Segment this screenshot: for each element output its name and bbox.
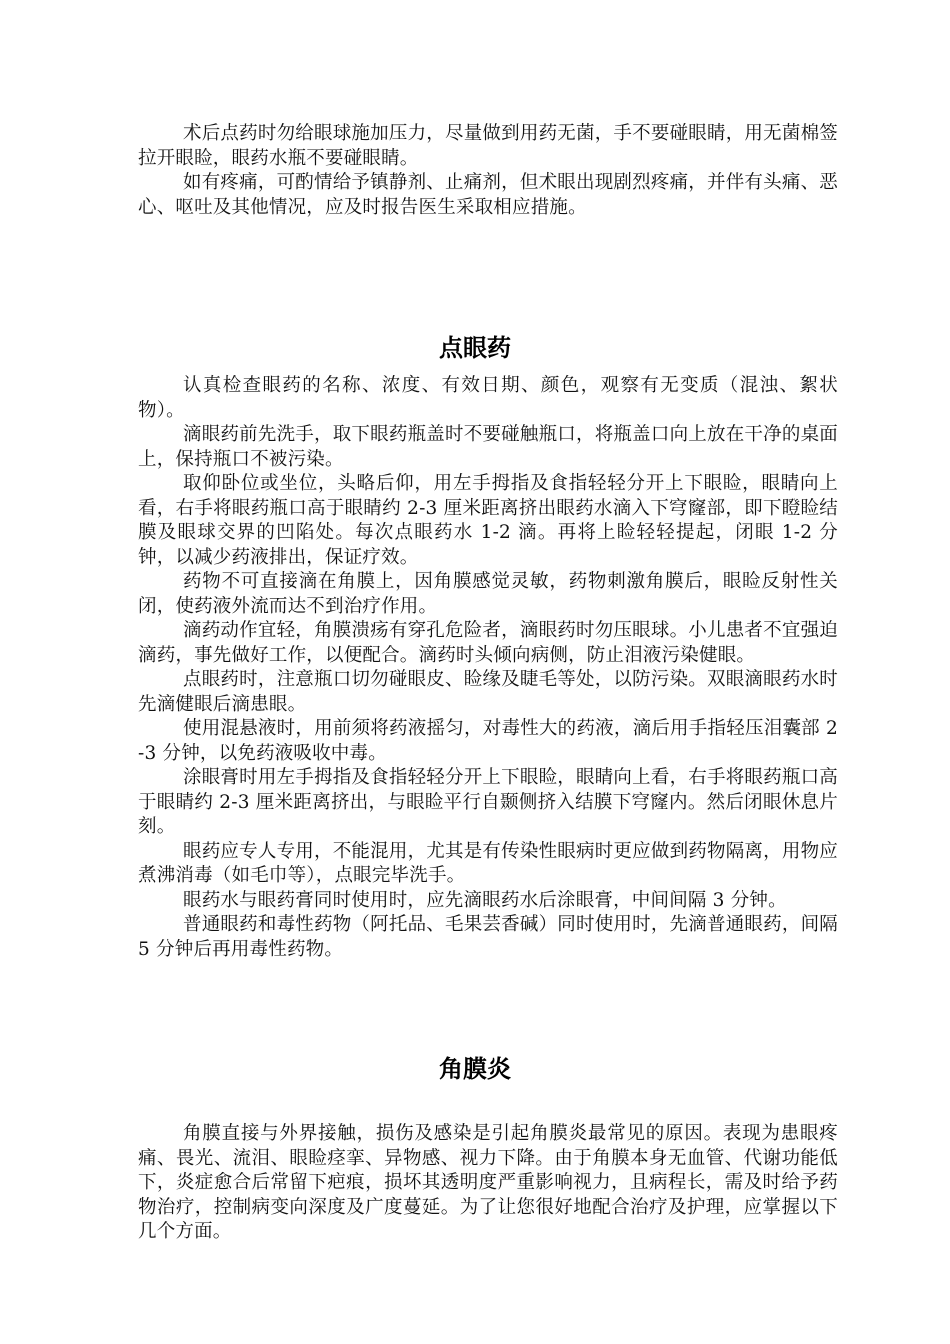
section-heading-eye-drops: 点眼药 (439, 334, 511, 362)
paragraph: 角膜直接与外界接触，损伤及感染是引起角膜炎最常见的原因。表现为患眼疼痛、畏光、流泪、眼睑痉挛、异物感、视力下降。由于角膜本身无血管、代谢功能低下，炎症愈合后常留下疤痕，损坏其透明度严重影响视力，且病程长，需及时给予药物治疗，控制病变向深度及广度蔓延。为了让您很好地配合治疗及护理，应掌握以下几个方面。 (138, 1123, 838, 1242)
paragraph: 取仰卧位或坐位，头略后仰，用左手拇指及食指轻轻分开上下眼睑，眼睛向上看，右手将眼药瓶口高于眼睛约 2-3 厘米距离挤出眼药水滴入下穹窿部，即下瞪睑结膜及眼球交界的凹陷处。每次点眼药水 1-2 滴。再将上睑轻轻提起，闭眼 1-2 分钟，以减少药液排出，保证疗效。 (138, 473, 838, 568)
paragraph: 认真检查眼药的名称、浓度、有效日期、颜色，观察有无变质（混浊、絮状物）。 (138, 375, 838, 421)
paragraph: 普通眼药和毒性药物（阿托品、毛果芸香碱）同时使用时，先滴普通眼药，间隔 5 分钟后再用毒性药物。 (138, 914, 838, 960)
paragraph: 滴药动作宜轻，角膜溃疡有穿孔危险者，滴眼药时勿压眼球。小儿患者不宜强迫滴药，事先做好工作，以便配合。滴药时头倾向病侧，防止泪液污染健眼。 (138, 620, 838, 666)
paragraph: 眼药水与眼药膏同时使用时，应先滴眼药水后涂眼膏，中间间隔 3 分钟。 (183, 889, 787, 911)
keratitis-section (138, 1122, 838, 1245)
paragraph: 药物不可直接滴在角膜上，因角膜感觉灵敏，药物刺激角膜后，眼睑反射性关闭，使药液外流而达不到治疗作用。 (138, 571, 838, 617)
paragraph: 点眼药时，注意瓶口切勿碰眼皮、睑缘及睫毛等处，以防污染。双眼滴眼药水时先滴健眼后滴患眼。 (138, 669, 838, 715)
paragraph: 使用混悬液时，用前须将药液摇匀，对毒性大的药液，滴后用手指轻压泪囊部 2-3 分钟，以免药液吸收中毒。 (138, 718, 838, 764)
paragraph: 如有疼痛，可酌情给予镇静剂、止痛剂，但术眼出现剧烈疼痛，并伴有头痛、恶心、呕吐及其他情况，应及时报告医生采取相应措施。 (138, 172, 838, 218)
paragraph: 涂眼膏时用左手拇指及食指轻轻分开上下眼睑，眼睛向上看，右手将眼药瓶口高于眼睛约 2-3 厘米距离挤出，与眼睑平行自颞侧挤入结膜下穹窿内。然后闭眼休息片刻。 (138, 767, 838, 837)
paragraph: 眼药应专人专用，不能混用，尤其是有传染性眼病时更应做到药物隔离，用物应煮沸消毒（如毛巾等），点眼完毕洗手。 (138, 840, 838, 886)
paragraph: 术后点药时勿给眼球施加压力，尽量做到用药无菌，手不要碰眼睛，用无菌棉签拉开眼睑，眼药水瓶不要碰眼睛。 (138, 123, 838, 169)
paragraph: 滴眼药前先洗手，取下眼药瓶盖时不要碰触瓶口，将瓶盖口向上放在干净的桌面上，保持瓶口不被污染。 (138, 424, 838, 470)
section-heading-keratitis: 角膜炎 (439, 1055, 511, 1083)
eye-drops-section (138, 374, 838, 962)
intro-section (138, 122, 838, 220)
